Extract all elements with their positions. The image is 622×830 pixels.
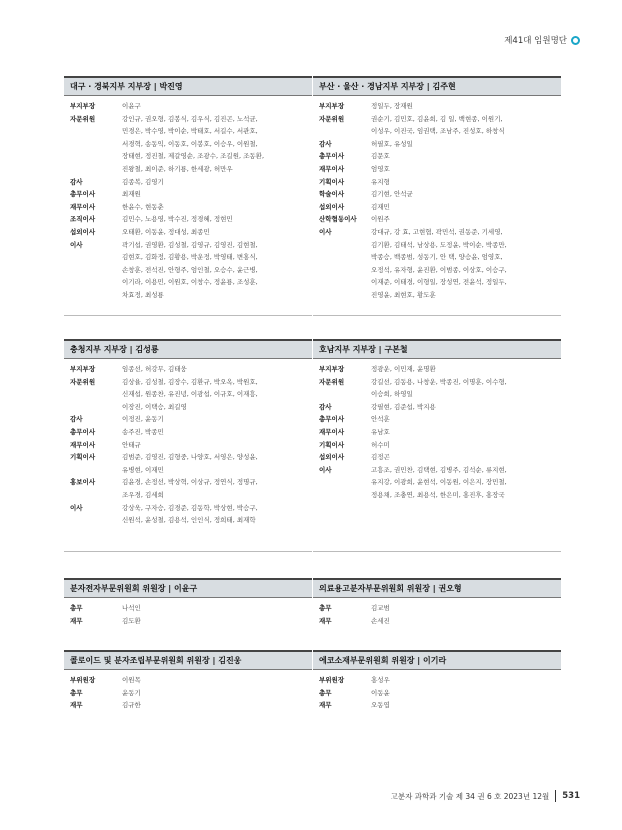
member-names — [371, 674, 561, 687]
member-line: 오태환, 이동윤, 정대성, 최종민 — [122, 227, 210, 236]
role-label: 산학협동이사 — [319, 215, 357, 224]
role-row — [313, 176, 561, 189]
section-title: 의료용고분자부문위원회 위원장 | 권오형 — [313, 578, 561, 598]
journal-info: 고분자 과학과 기술 제 34 권 6 호 2023년 12월 — [390, 791, 550, 801]
member-line: 권순기, 김민호, 김윤희, 김 일, 백현종, 이원기, — [371, 114, 503, 123]
member-names — [371, 150, 561, 163]
role-label: 기획이사 — [70, 453, 96, 462]
member-names — [122, 602, 312, 615]
role-row — [313, 100, 561, 113]
member-names — [122, 426, 312, 439]
section-title: 충청지부 지부장 | 김성룡 — [64, 339, 312, 359]
member-line: 강대규, 강 효, 고현협, 곽민석, 권동준, 기세영, — [371, 227, 503, 236]
member-names — [122, 687, 312, 700]
role-row — [313, 401, 561, 414]
member-names — [371, 687, 561, 700]
role-row — [64, 176, 312, 189]
member-line: 조우경, 김세희 — [122, 490, 164, 499]
role-label: 부지부장 — [319, 365, 345, 373]
member-names — [122, 439, 312, 452]
member-names — [122, 113, 312, 176]
member-names — [122, 176, 312, 189]
member-line: 허수미 — [371, 440, 390, 449]
role-row — [64, 413, 312, 426]
role-row — [64, 674, 312, 687]
section-title: 분자전자부문위원회 위원장 | 이윤구 — [64, 578, 312, 598]
member-line: 이승희, 하영일 — [371, 390, 413, 399]
circle-bullet-icon — [571, 36, 580, 45]
member-line: 고흥조, 권민찬, 김택현, 김병주, 김석순, 류지현, — [371, 465, 507, 474]
member-line: 이성우, 이진국, 임권택, 조남주, 진성호, 하창식 — [371, 127, 505, 136]
member-line: 한윤수, 현동춘 — [122, 202, 164, 211]
member-line: 안태규 — [122, 440, 141, 449]
role-row — [64, 476, 312, 501]
role-row — [313, 188, 561, 201]
section-rows — [64, 96, 312, 302]
role-row — [64, 188, 312, 201]
role-label: 총무이사 — [70, 190, 96, 199]
role-row — [313, 201, 561, 214]
role-label: 부지부장 — [319, 102, 345, 110]
member-names — [122, 699, 312, 712]
member-line: 김민수, 노용영, 박수진, 정경혜, 정현민 — [122, 215, 233, 224]
member-names — [371, 413, 561, 426]
member-names — [122, 226, 312, 239]
member-names — [371, 213, 561, 226]
role-row — [64, 699, 312, 712]
role-row — [313, 376, 561, 401]
member-line: 김기현, 안석균 — [371, 190, 413, 199]
member-line: 송주진, 박종민 — [122, 427, 164, 436]
member-names — [371, 363, 561, 376]
member-line: 안석훈 — [371, 415, 390, 424]
member-names — [122, 239, 312, 302]
role-label: 감사 — [319, 402, 332, 411]
member-names — [371, 188, 561, 201]
role-row — [64, 439, 312, 452]
role-label: 총무이사 — [319, 152, 345, 161]
member-line: 최재원 — [122, 190, 141, 199]
member-line: 이장진, 이택승, 최길영 — [122, 402, 187, 411]
member-names — [371, 201, 561, 214]
section-title: 부산 · 울산 · 경남지부 지부장 | 김주현 — [313, 76, 561, 96]
member-line: 정일두, 장재원 — [371, 102, 413, 110]
role-row — [313, 699, 561, 712]
header-tag-label: 제41대 임원명단 — [504, 36, 567, 46]
role-label: 총무이사 — [319, 415, 345, 424]
member-names — [371, 176, 561, 189]
role-label: 이사 — [70, 240, 83, 249]
member-line: 신원석, 윤성철, 김용석, 인인식, 정희태, 최재학 — [122, 516, 256, 525]
role-row — [64, 687, 312, 700]
section-title: 에코소재부문위원회 위원장 | 이기라 — [313, 650, 561, 670]
role-label: 자문위원 — [70, 114, 96, 123]
role-row — [313, 226, 561, 302]
role-label: 총무 — [70, 688, 83, 697]
member-line: 김범준, 김영진, 김형중, 나양호, 서영은, 양성윤, — [122, 453, 258, 462]
member-names — [371, 451, 561, 464]
member-line: 진영윤, 최현호, 황도훈 — [371, 290, 436, 299]
member-line: 손창훈, 전석진, 안형주, 엄인철, 오승수, 윤근병, — [122, 265, 258, 274]
section-title: 대구 · 경북지부 지부장 | 박진영 — [64, 76, 312, 96]
section-rows — [313, 96, 561, 302]
section-rows — [313, 598, 561, 627]
section — [64, 76, 312, 302]
member-line: 김현호, 김화정, 김황용, 박운정, 박영태, 변홍식, — [122, 253, 258, 262]
role-row — [64, 226, 312, 239]
section — [313, 650, 561, 712]
member-line: 정용채, 조충연, 최용석, 한은미, 홍진후, 홍장국 — [371, 490, 505, 499]
member-line: 이윤구 — [122, 102, 141, 110]
section — [64, 650, 312, 712]
member-names — [371, 113, 561, 138]
member-line: 김기환, 김태석, 남상용, 도정윤, 박이순, 박종만, — [371, 240, 507, 249]
member-names — [371, 226, 561, 302]
role-row — [313, 451, 561, 464]
member-line: 강길선, 김동용, 나창운, 박종진, 이명훈, 이수형, — [371, 377, 507, 386]
member-line: 유지강, 이광희, 윤현석, 이동원, 이은지, 장민철, — [371, 478, 507, 487]
member-line: 유병현, 이재민 — [122, 465, 164, 474]
role-label: 재무이사 — [319, 427, 345, 436]
section-rows — [313, 670, 561, 712]
member-line: 강필현, 김준섭, 박지용 — [371, 402, 436, 411]
member-line: 김상율, 김성철, 김장수, 김환규, 박오옥, 박원호, — [122, 377, 258, 386]
member-line: 김문호 — [371, 152, 390, 161]
member-line: 김종복, 김영기 — [122, 177, 164, 186]
role-label: 섭외이사 — [319, 202, 345, 211]
member-line: 오정석, 유자형, 윤진환, 이범종, 이상호, 이승구, — [371, 265, 507, 274]
member-line: 김정곤 — [371, 453, 390, 462]
role-label: 이사 — [319, 227, 332, 236]
section-bottom-rule — [313, 315, 561, 316]
member-names — [371, 100, 561, 113]
role-label: 섭외이사 — [70, 227, 96, 236]
member-line: 장태현, 정진철, 제갈영순, 조광수, 조길원, 조동환, — [122, 152, 265, 161]
member-line: 손세진 — [371, 616, 390, 625]
member-names — [122, 376, 312, 414]
role-label: 부지부장 — [70, 365, 96, 373]
role-row — [313, 213, 561, 226]
member-line: 이원목 — [122, 676, 141, 684]
role-label: 감사 — [319, 139, 332, 148]
role-label: 이사 — [70, 503, 83, 512]
role-row — [64, 602, 312, 615]
role-label: 섭외이사 — [319, 453, 345, 462]
role-label: 감사 — [70, 177, 83, 186]
role-row — [64, 615, 312, 628]
section-bottom-rule — [64, 315, 312, 316]
role-label: 재무 — [319, 616, 332, 625]
member-names — [371, 615, 561, 628]
member-line: 임종선, 허강무, 김태웅 — [122, 365, 187, 373]
member-names — [371, 439, 561, 452]
section — [313, 578, 561, 627]
role-row — [64, 201, 312, 214]
member-line: 김윤경, 손정선, 박상혁, 이상규, 정연식, 정명규, — [122, 478, 258, 487]
footer-divider — [555, 790, 556, 802]
role-row — [313, 413, 561, 426]
member-line: 김재민 — [371, 202, 390, 211]
role-label: 자문위원 — [319, 114, 345, 123]
role-row — [313, 138, 561, 151]
member-line: 이재준, 이태경, 이형일, 장성연, 전윤석, 정일두, — [371, 278, 507, 287]
member-line: 김규한 — [122, 701, 141, 710]
member-line: 박종승, 백종범, 성동기, 안 택, 양승윤, 엄영호, — [371, 253, 503, 262]
member-names — [371, 376, 561, 401]
role-label: 총무 — [319, 604, 332, 612]
member-line: 신재섭, 원종찬, 유진녕, 이광섭, 이규호, 이재흥, — [122, 390, 258, 399]
page-number: 531 — [562, 791, 580, 801]
role-label: 재무 — [319, 701, 332, 710]
member-line: 유지형 — [371, 177, 390, 186]
member-names — [122, 100, 312, 113]
member-names — [122, 188, 312, 201]
member-names — [371, 163, 561, 176]
role-label: 이사 — [319, 465, 332, 474]
member-line: 곽기섭, 권영환, 김성철, 김영규, 김영진, 김현철, — [122, 240, 258, 249]
member-line: 김도환 — [122, 616, 141, 625]
section-bottom-rule — [313, 551, 561, 552]
member-line: 허필호, 유성일 — [371, 139, 413, 148]
member-line: 오동엽 — [371, 701, 390, 710]
role-row — [64, 213, 312, 226]
role-label: 총무 — [319, 688, 332, 697]
role-row — [64, 502, 312, 527]
role-label: 재무 — [70, 701, 83, 710]
member-line: 유남호 — [371, 427, 390, 436]
section-rows — [64, 359, 312, 527]
section-rows — [64, 670, 312, 712]
role-row — [64, 363, 312, 376]
member-line: 정광운, 이민재, 윤명환 — [371, 365, 436, 373]
member-line: 윤동기 — [122, 688, 141, 697]
role-row — [313, 439, 561, 452]
role-label: 부위원장 — [70, 676, 96, 684]
role-label: 기획이사 — [319, 177, 345, 186]
role-row — [313, 150, 561, 163]
role-label: 부지부장 — [70, 102, 96, 110]
member-names — [122, 674, 312, 687]
role-label: 재무이사 — [70, 202, 96, 211]
member-names — [371, 602, 561, 615]
member-names — [371, 426, 561, 439]
member-names — [371, 138, 561, 151]
role-label: 부위원장 — [319, 676, 345, 684]
role-label: 재무 — [70, 616, 83, 625]
role-row — [64, 113, 312, 176]
role-row — [64, 239, 312, 302]
member-line: 이동윤 — [371, 688, 390, 697]
role-row — [313, 113, 561, 138]
section — [313, 339, 561, 502]
member-line: 서경혁, 송동익, 이동호, 이봉호, 이승우, 이원철, — [122, 139, 258, 148]
role-row — [64, 376, 312, 414]
section-rows — [64, 598, 312, 627]
member-line: 이정진, 윤동기 — [122, 415, 164, 424]
member-names — [122, 213, 312, 226]
member-line: 엄영호 — [371, 164, 390, 173]
section-title: 콜로이드 및 분자조립부문위원회 위원장 | 김진웅 — [64, 650, 312, 670]
member-line: 차효정, 최성룡 — [122, 290, 164, 299]
role-label: 홍보이사 — [70, 478, 96, 487]
member-names — [122, 201, 312, 214]
role-label: 자문위원 — [70, 377, 96, 386]
member-names — [122, 615, 312, 628]
section-title: 호남지부 지부장 | 구본철 — [313, 339, 561, 359]
section-bottom-rule — [64, 551, 312, 552]
section — [313, 76, 561, 302]
role-row — [313, 687, 561, 700]
member-line: 나석인 — [122, 604, 141, 612]
role-row — [313, 426, 561, 439]
role-row — [313, 674, 561, 687]
role-row — [313, 464, 561, 502]
member-line: 강인규, 권오형, 김봉식, 김우식, 김진곤, 노석균, — [122, 114, 258, 123]
role-row — [313, 602, 561, 615]
member-names — [122, 363, 312, 376]
role-row — [64, 426, 312, 439]
role-label: 학술이사 — [319, 190, 345, 199]
section — [64, 578, 312, 627]
role-label: 자문위원 — [319, 377, 345, 386]
page-footer — [391, 790, 580, 802]
role-row — [64, 451, 312, 476]
role-label: 조직이사 — [70, 215, 96, 224]
member-line: 이기라, 이용민, 이원호, 이창수, 정윤룡, 조성훈, — [122, 278, 258, 287]
role-row — [313, 615, 561, 628]
member-names — [122, 451, 312, 476]
header-tag — [504, 34, 580, 46]
member-line: 강상욱, 구자승, 김경준, 김동학, 박상현, 박승구, — [122, 503, 258, 512]
role-row — [313, 163, 561, 176]
member-names — [122, 476, 312, 501]
role-row — [313, 363, 561, 376]
member-line: 김교범 — [371, 604, 390, 612]
member-names — [371, 464, 561, 502]
role-label: 재무이사 — [70, 440, 96, 449]
member-line: 이원주 — [371, 215, 390, 224]
member-names — [122, 413, 312, 426]
section — [64, 339, 312, 527]
member-names — [371, 699, 561, 712]
role-label: 기획이사 — [319, 440, 345, 449]
member-names — [371, 401, 561, 414]
role-label: 감사 — [70, 415, 83, 424]
member-line: 민경은, 박수영, 박이순, 박태호, 서길수, 서관호, — [122, 127, 258, 136]
section-rows — [313, 359, 561, 502]
member-names — [122, 502, 312, 527]
role-row — [64, 100, 312, 113]
role-label: 총무 — [70, 604, 83, 612]
member-line: 홍성우 — [371, 676, 390, 684]
member-line: 진왕철, 최이준, 하기룡, 한세광, 허만우 — [122, 164, 233, 173]
role-label: 재무이사 — [319, 164, 345, 173]
role-label: 총무이사 — [70, 427, 96, 436]
